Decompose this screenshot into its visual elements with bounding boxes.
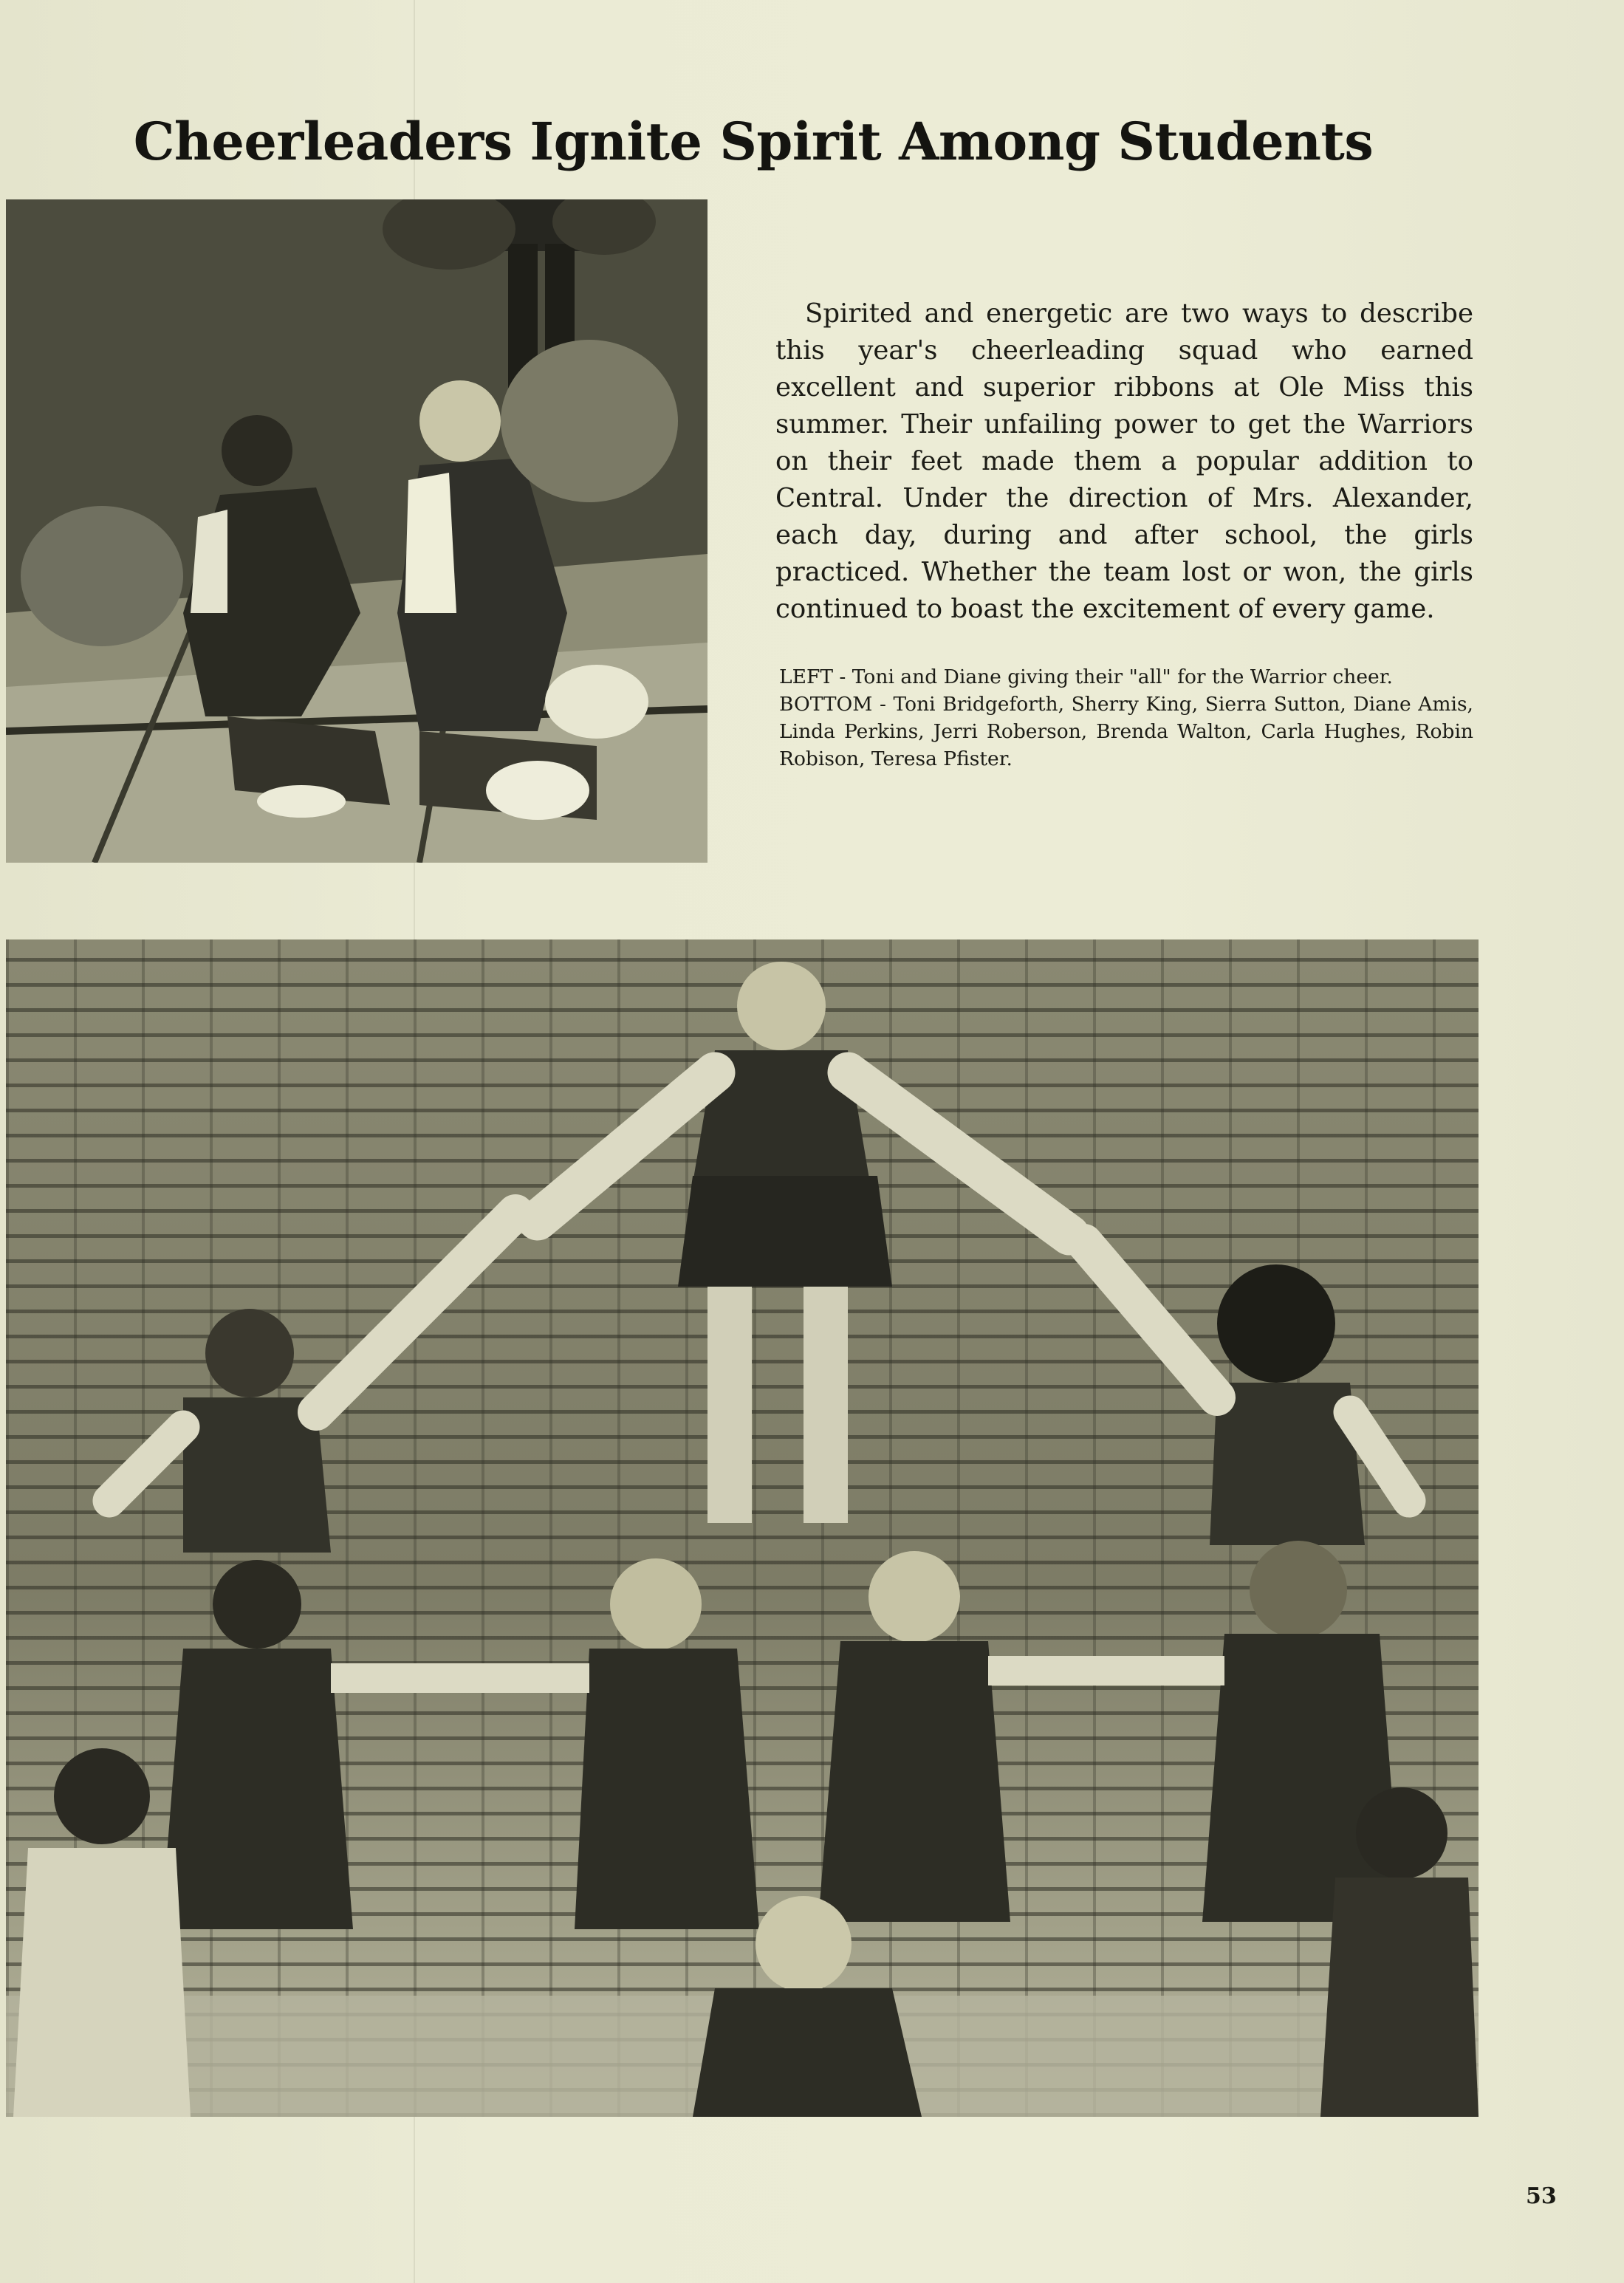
article-body: Spirited and energetic are two ways to describe this year's cheerleading squad who earned excellent and superior ribbons at Ole Miss this summer. Their unfailing power to get the Warriors on their feet made them a popular addition to Central. Under the direction of Mrs. Alexander, each day, during and after school, the girls practiced. Whether the team lost or won, the girls continued to boast the excitement of every game.	[775, 298, 1473, 624]
page-title-text: Cheerleaders Ignite Spirit Among Students	[133, 111, 1374, 172]
cheerleading-pyramid-illustration	[6, 939, 1479, 2117]
caption-bottom-photo: BOTTOM - Toni Bridgeforth, Sherry King, Sierra Sutton, Diane Amis, Linda Perkins, Jerri Roberson, Brenda Walton, Carla Hughes, Robin Robison, Teresa Pfister.	[779, 693, 1473, 770]
cheerleaders-kneeling-photo	[6, 199, 707, 863]
cheerleaders-kneeling-illustration	[6, 199, 707, 863]
cheerleading-pyramid-photo	[6, 939, 1479, 2117]
photo-caption	[779, 663, 1473, 773]
page-number: 53	[1526, 2183, 1557, 2209]
page-title	[0, 111, 1507, 172]
caption-left-photo: LEFT - Toni and Diane giving their "all" for the Warrior cheer.	[779, 665, 1393, 688]
